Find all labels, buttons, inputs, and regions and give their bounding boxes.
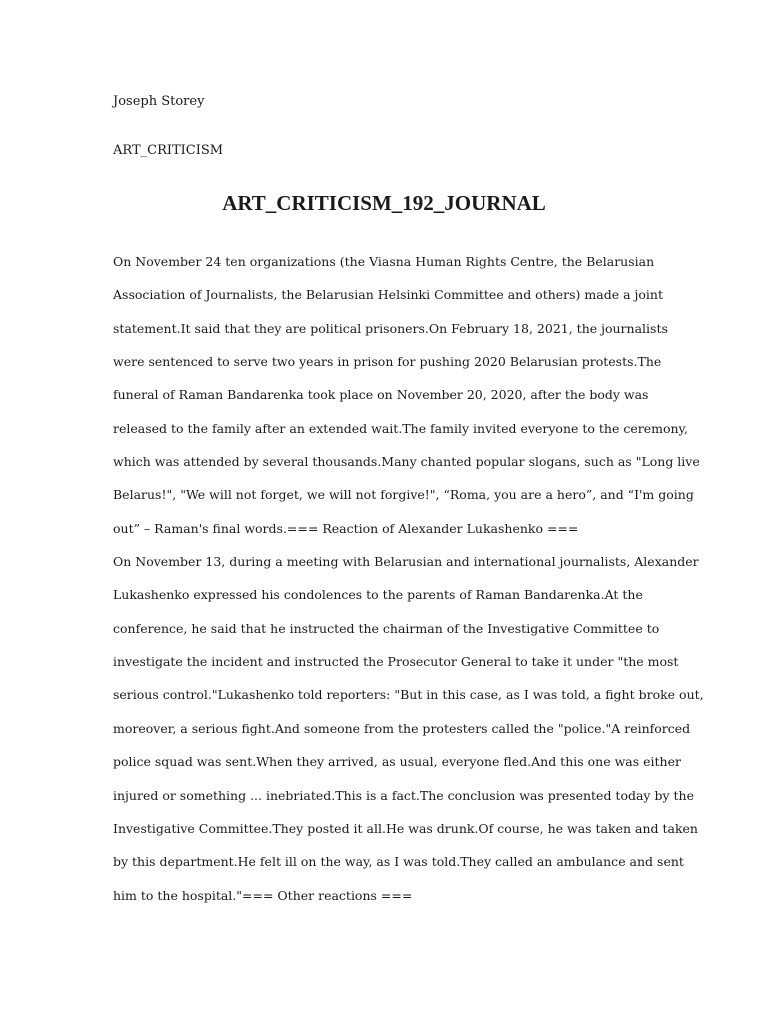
body-line: released to the family after an extended wait.The family invited everyone to the ceremony, [113, 420, 688, 436]
body-line: funeral of Raman Bandarenka took place on November 20, 2020, after the body was [113, 387, 649, 403]
body-line: Investigative Committee.They posted it all.He was drunk.Of course, he was taken and taken [113, 820, 698, 836]
body-line: out” – Raman's final words.=== Reaction of Alexander Lukashenko === [113, 520, 579, 536]
body-line: him to the hospital."=== Other reactions === [113, 887, 413, 903]
document-title: ART_CRITICISM_192_JOURNAL [222, 191, 546, 215]
body-line: injured or something ... inebriated.This is a fact.The conclusion was presented today by the [113, 787, 694, 803]
body-line: serious control."Lukashenko told reporters: "But in this case, as I was told, a fight broke out, [113, 687, 704, 703]
body-line: statement.It said that they are political prisoners.On February 18, 2021, the journalists [113, 320, 668, 336]
body-line: police squad was sent.When they arrived, as usual, everyone fled.And this one was either [113, 754, 681, 770]
body-text [113, 254, 704, 921]
body-line: were sentenced to serve two years in prison for pushing 2020 Belarusian protests.The [113, 354, 662, 370]
body-line: conference, he said that he instructed the chairman of the Investigative Committee to [113, 620, 660, 636]
body-line: moreover, a serious fight.And someone from the protesters called the "police."A reinforced [113, 720, 691, 736]
body-line: investigate the incident and instructed the Prosecutor General to take it under "the most [113, 654, 679, 670]
body-line: On November 24 ten organizations (the Viasna Human Rights Centre, the Belarusian [113, 254, 655, 269]
body-line: Lukashenko expressed his condolences to the parents of Raman Bandarenka.At the [113, 587, 643, 603]
body-line: Belarus!", "We will not forget, we will not forgive!", “Roma, you are a hero”, and “I'm going [113, 487, 694, 503]
body-line: Association of Journalists, the Belarusian Helsinki Committee and others) made a joint [113, 287, 663, 303]
course-name: ART_CRITICISM [113, 143, 224, 158]
author-name: Joseph Storey [113, 94, 205, 109]
body-line: by this department.He felt ill on the way, as I was told.They called an ambulance and sent [113, 854, 684, 870]
body-line: which was attended by several thousands.Many chanted popular slogans, such as "Long live [113, 454, 700, 470]
body-line: On November 13, during a meeting with Belarusian and international journalists, Alexander [113, 554, 699, 570]
